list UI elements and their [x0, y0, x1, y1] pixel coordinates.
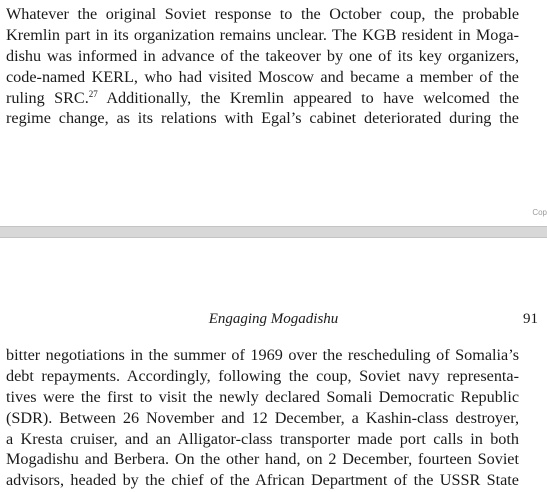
footnote-reference[interactable]: 27 — [88, 88, 98, 99]
copyright-label: Cop — [532, 208, 547, 217]
upper-paragraph — [6, 4, 519, 129]
lower-line-7: advisors, headed by the chief of the African Department of the USSR State — [6, 471, 519, 490]
upper-line-4: code-named KERL, who had visited Moscow and became a member of the — [6, 67, 519, 86]
lower-paragraph — [6, 345, 519, 491]
upper-line-2: Kremlin part in its organization remains unclear. The KGB resident in Moga- — [6, 25, 519, 44]
lower-line-5: a Kresta cruiser, and an Alligator-class transporter made port calls in both — [6, 429, 519, 448]
running-title: Engaging Mogadishu — [208, 311, 339, 327]
upper-line-1: Whatever the original Soviet response to the October coup, the probable — [6, 5, 519, 23]
lower-line-4: (SDR). Between 26 November and 12 December, a Kashin-class destroyer, — [6, 408, 519, 427]
upper-line-6: regime change, as its relations with Egal’s cabinet deteriorated during the — [6, 109, 519, 128]
lower-line-6: Mogadishu and Berbera. On the other hand, on 2 December, fourteen Soviet — [6, 450, 519, 469]
upper-line-3: dishu was informed in advance of the takeover by one of its key organizers, — [6, 46, 519, 65]
lower-line-1: bitter negotiations in the summer of 1969 over the rescheduling of Somalia’s — [6, 346, 519, 364]
upper-line-5-head: ruling SRC. — [6, 88, 89, 107]
page-separator — [0, 226, 547, 238]
page-number: 91 — [523, 311, 538, 327]
upper-page — [0, 0, 547, 228]
lower-line-2: debt repayments. Accordingly, following the coup, Soviet navy representa- — [6, 366, 519, 385]
upper-line-5 — [6, 88, 519, 109]
lower-line-3: tives were the first to visit the newly declared Somali Democratic Republic — [6, 387, 519, 406]
upper-line-5-tail: Additionally, the Kremlin appeared to have welcomed the — [97, 88, 519, 107]
